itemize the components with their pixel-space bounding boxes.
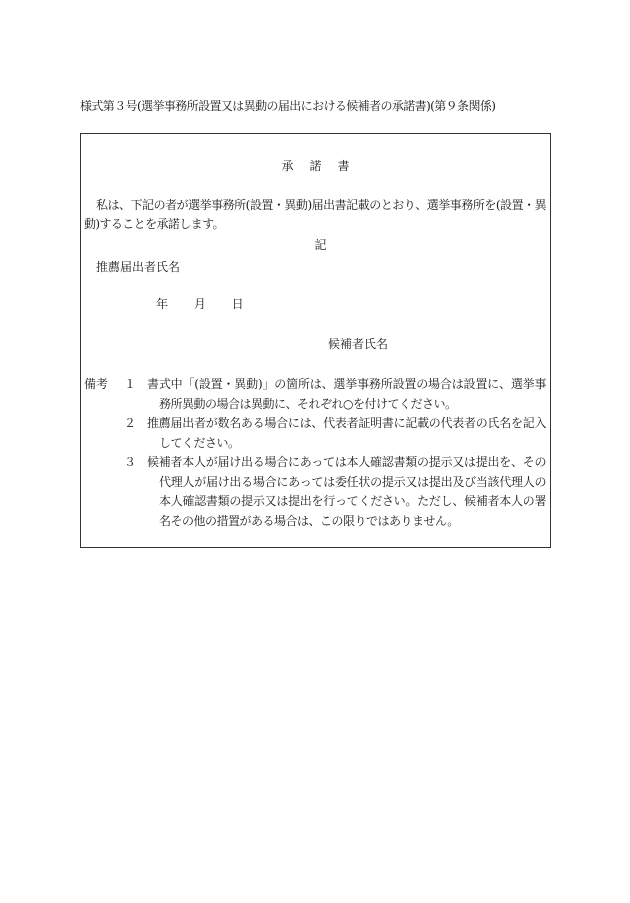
consent-form-box (80, 133, 551, 548)
date-line: 年 月 日 (156, 297, 244, 311)
note-text: 推薦届出者が数名ある場合には、代表者証明書に記載の代表者の氏名を記入してください。 (147, 416, 546, 450)
form-number-heading: 様式第３号(選挙事務所設置又は異動の届出における候補者の承諾書)(第９条関係) (80, 99, 496, 113)
candidate-name-label: 候補者氏名 (328, 337, 389, 351)
note-text: 書式中「(設置・異動)」の箇所は、選挙事務所設置の場合は設置に、選挙事務所異動の場合は異動に、それぞれ○を付けてください。 (147, 377, 546, 411)
note-number: １ (124, 377, 136, 391)
recommender-name-label: 推薦届出者氏名 (96, 260, 181, 274)
consent-statement: 私は、下記の者が選挙事務所(設置・異動)届出書記載のとおり、選挙事務所を(設置・異動)することを承諾します。 (84, 198, 546, 231)
note-number: ３ (124, 455, 136, 469)
ki-label: 記 (314, 238, 327, 252)
notes-section (84, 375, 546, 531)
note-number: ２ (124, 416, 136, 430)
document-title: 承諾書 (281, 159, 366, 173)
note-item (124, 453, 546, 531)
note-text: 候補者本人が届け出る場合にあっては本人確認書類の提示又は提出を、その代理人が届け出る場合にあっては委任状の提示又は提出及び当該代理人の本人確認書類の提示又は提出を行ってください。ただし、候補者本人の署名その他の措置がある場合は、この限りではありません。 (147, 455, 546, 528)
notes-label: 備考 (84, 377, 109, 391)
note-item (124, 414, 546, 453)
note-item (124, 375, 546, 414)
